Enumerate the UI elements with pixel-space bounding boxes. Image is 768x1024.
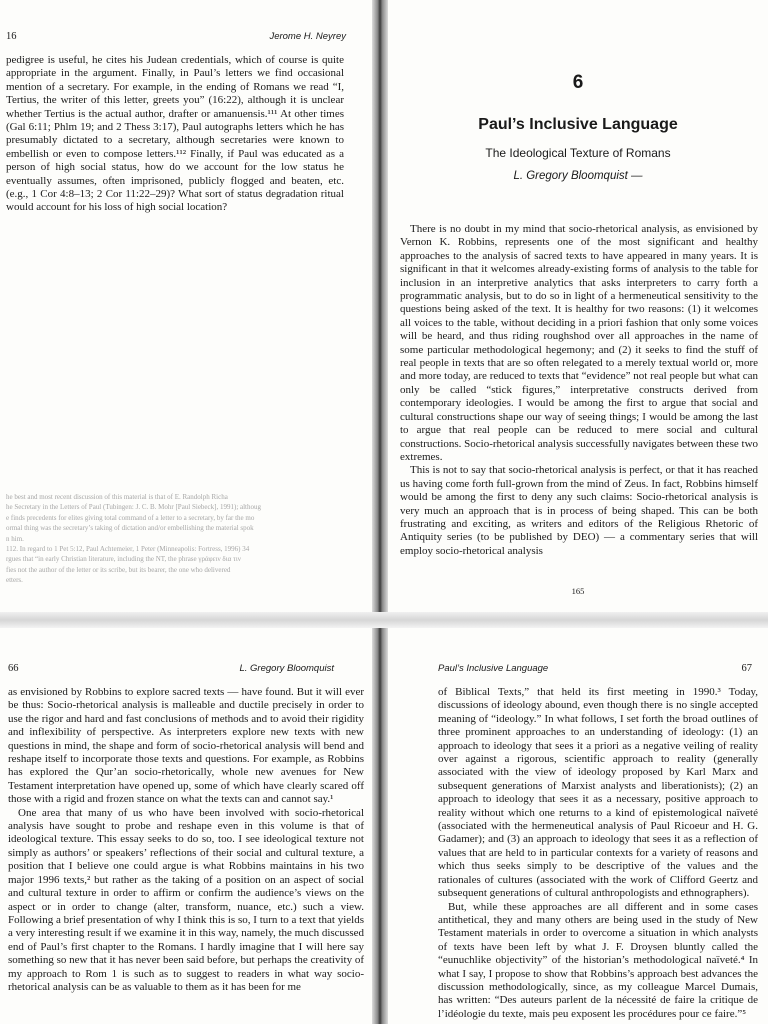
paragraph: There is no doubt in my mind that socio-rhetorical analysis, as envisioned by Vernon K. Robbins, represents one of the most significant and healthy approaches to the analysis of sacred texts to have appeared in many years. It is significant in that it welcomes already-existing forms of analysis to the table for inclusion in an interpretive analytics that asks interpreters to carry forth a programmatic analysis, but to do so in light of a hermeneutical sensitivity to the questions being asked of the text. It is healthy for two reasons: (1) it welcomes all voices to the table, without deciding in a priori fashion that only some voices will be heard, and thus riding roughshod over all approaches in the name of some particular methodological hegemony; and (2) it seeks to find the stuff of real people in texts that are so often relegated to a merely textual world or, more and more today, are reduced to texts that “evidence” not real people but what can only be called “stick figures,” interpretative constructs derived from contemporary ideologies. I would be among the first to argue that social and cultural constructions shape our way of seeing things; I would be among the last to argue that real people can be reduced to mere social and cultural constructions. Socio-rhetorical analysis successfully navigates between these two extremes. bbox=[400, 223, 759, 463]
page-67 bbox=[388, 628, 768, 1024]
paragraph: This is not to say that socio-rhetorical analysis is perfect, or that it has reached us having come forth full-grown from the mind of Zeus. In fact, Robbins himself would be among the first to deny any such claims: Socio-rhetorical analysis is very much an approach that is in process of being shaped. This can be both frustrating and exciting, as writers and editors of the Religious Rhetoric of Antiquity series (to be published by DEO) — a commentary series that will employ socio-rhetorical analysis bbox=[400, 464, 758, 557]
page-number: 67 bbox=[741, 663, 752, 674]
book-gutter bbox=[372, 0, 388, 612]
page-16 bbox=[0, 0, 372, 612]
page-66 bbox=[0, 628, 372, 1024]
page-number: 165 bbox=[571, 586, 585, 596]
paragraph: as envisioned by Robbins to explore sacred texts — have found. But it will ever be thus: Socio-rhetorical analysis is malleable and ductile precisely in order to use the rigor and hard and fast conclusions of methods and to avoid their rigidity and inflexibility of perspective. As interpreters explore new texts with new questions in mind, the shape and form of socio-rhetorical analysis will bend and reshape itself to incorporate those texts and questions. For example, as Robbins has explored the Qur’an socio-rhetorically, whole new avenues for New Testament interpretation have opened up, some of which have clearly scared off those with a rigid and frozen stance on what the texts can and cannot say.¹ bbox=[8, 686, 364, 806]
footnotes bbox=[6, 492, 356, 586]
chapter-subtitle: The Ideological Texture of Romans bbox=[485, 146, 671, 160]
body-text bbox=[400, 223, 758, 558]
scan-seam bbox=[0, 612, 768, 628]
chapter-author: L. Gregory Bloomquist — bbox=[513, 170, 643, 182]
paragraph: But, while these approaches are all different and in some cases antithetical, they and many others are being used in the study of New Testament materials in order to overcome a situation in which analysts of texts have been left by what J. F. Droysen bluntly called the “eunuchlike objectivity” of the historian’s methodological naïveté.⁴ In what I say, I propose to show that Robbins’s approach best advances the discussion methodologically, since, as my colleague Marcel Dumais, has written: “Des auteurs parlent de la nécessité de faire la critique de l’idéologie du texte, mais peu exposent les procédures pour ce faire.”⁵ bbox=[438, 900, 758, 1020]
running-head-title: L. Gregory Bloomquist bbox=[239, 663, 334, 674]
chapter-title: Paul’s Inclusive Language bbox=[478, 116, 678, 133]
running-head-title: Paul’s Inclusive Language bbox=[438, 663, 549, 674]
page-165 bbox=[388, 0, 768, 612]
footnote-line: e finds precedents for elites giving total command of a letter to a secretary, by far the mo bbox=[6, 513, 255, 522]
paragraph: pedigree is useful, he cites his Judean credentials, which of course is quite appropriate in the argument. Finally, in Paul’s letters we find occasional mention of a secretary. For example, in the ending of Romans we read “I, Tertius, the writer of this letter, greets you” (16:22), although it is unclear whether Tertius is the actual author, drafter or amanuensis.¹¹¹ At other times (Gal 6:11; Phlm 19; and 2 Thess 3:17), Paul autographs letters which he has presumably dictated to a secretary, although secretaries were known to embellish or even to compose letters.¹¹² Finally, if Paul was educated as a person of high social status, how do we account for the low status he eventually assumes, often imprisoned, publicly flogged and beaten, etc. (e.g., 1 Cor 4:8–13; 2 Cor 11:22–29)? What sort of status degradation ritual would account for his loss of high social location? bbox=[6, 54, 344, 214]
paragraph: of Biblical Texts,” that held its first meeting in 1990.³ Today, discussions of ideology abound, even though there is no single accepted meaning of “ideology.” In what follows, I set forth the broad outlines of three prominent approaches to an understanding of ideology: (1) an approach to ideology that sees it a priori as a negative veiling of reality over against a rigorous, scientific approach to reality (generally associated with the view of ideology proposed by Karl Marx and subsequent generations of Marxist analysts and liberationists); (2) an approach to ideology that sees it as a necessary, positive approach to reality without which one returns to a kind of epistemological naïveté (associated with the hermeneutical analysis of Paul Ricoeur and H. G. Gadamer); and (3) an approach to ideology that sees it as a reflection of values that are held to in particular contexts for a variety of reasons and which thus seeks simply to be descriptive of the values and the rationales of cultures (associated with the work of Clifford Geertz and subsequent generations of cultural anthropologists and ethnographers). bbox=[438, 686, 758, 900]
footnote-line: he best and most recent discussion of this material is that of E. Randolph Richa bbox=[6, 493, 228, 501]
running-head-title: Jerome H. Neyrey bbox=[269, 31, 346, 42]
footnote-line: 112. In regard to 1 Pet 5:12, Paul Achtemeier, 1 Peter (Minneapolis: Fortress, 1996) 34 bbox=[6, 545, 250, 554]
chapter-number: 6 bbox=[572, 72, 584, 93]
body-text bbox=[438, 686, 758, 1021]
book-gutter bbox=[372, 628, 388, 1024]
footnote-line: fies not the author of the letter or its scribe, but its bearer, the one who delivered bbox=[6, 565, 231, 574]
footnote-line: rgues that “in early Christian literature, including the NT, the phrase γράφειν δια τιν bbox=[6, 555, 241, 564]
page-number: 66 bbox=[8, 663, 19, 674]
body-text bbox=[6, 54, 344, 215]
body-text bbox=[8, 686, 364, 994]
footnote-line: n him. bbox=[6, 534, 24, 543]
footnote-line: etters. bbox=[6, 576, 23, 585]
paragraph: One area that many of us who have been involved with socio-rhetorical analysis have sought to probe and reshape even in this volume is that of ideological texture. This essay seeks to do so, too. I see ideological texture not simply as authors’ or speakers’ reflections of their social and cultural texture, a position that I believe one could argue is what Robbins maintains in his two major 1996 texts,² but rather as the taking of a position on an aspect of social and cultural texture in order to affirm or confirm the audience’s views on the aspect or in order to change (alter, transform, nuance, etc.) such a view. Following a brief presentation of why I think this is so, I turn to a text that yields a very interesting result if we examine it in this way, namely, the much discussed end of Paul’s first chapter to the Romans. I hardly imagine that I will here say something so new that it has never been said before, but perhaps the creativity of my approach to Rom 1 is such as to suggest to readers in what way socio-rhetorical analysis can be as valuable to them as it has been for me bbox=[8, 806, 364, 993]
page-number: 16 bbox=[6, 31, 17, 42]
footnote-line: ormal thing was the secretary’s taking of dictation and/or embellishing the material spok bbox=[6, 524, 254, 533]
footnote-line: he Secretary in the Letters of Paul (Tubingen: J. C. B. Mohr [Paul Siebeck], 1991); althoug bbox=[6, 503, 262, 512]
